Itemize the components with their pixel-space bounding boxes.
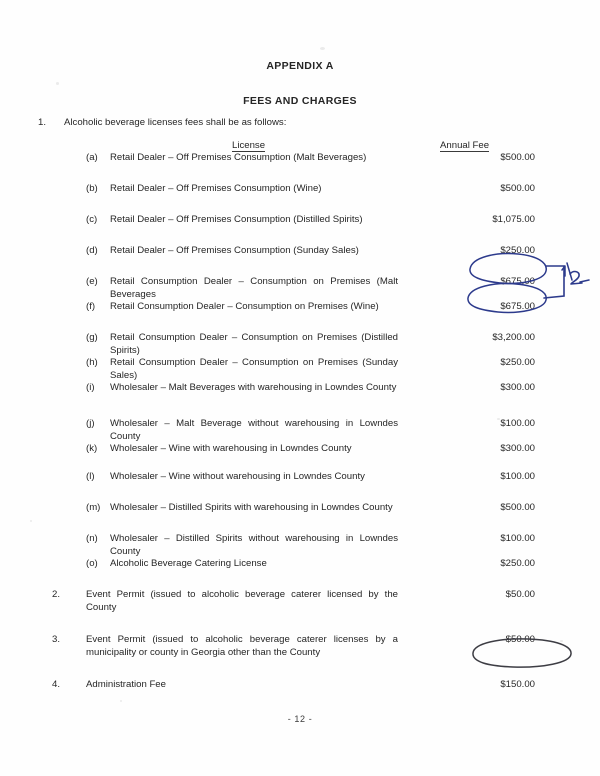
- intro-text: Alcoholic beverage licenses fees shall be as follows:: [64, 117, 287, 128]
- row-annual-fee: $500.00: [500, 152, 535, 163]
- row-license-description: Retail Consumption Dealer – Consumption on Premises (Distilled Spirits): [110, 332, 398, 356]
- intro-number: 1.: [38, 117, 47, 128]
- row-license-description: Administration Fee: [86, 679, 166, 690]
- row-annual-fee: $250.00: [500, 357, 535, 368]
- row-annual-fee: $50.00: [505, 634, 535, 645]
- row-annual-fee: $150.00: [500, 679, 535, 690]
- row-marker: (m): [86, 502, 101, 513]
- row-marker: (l): [86, 471, 95, 482]
- page-title: APPENDIX A: [266, 60, 334, 72]
- row-annual-fee: $3,200.00: [492, 332, 535, 343]
- page-footer: - 12 -: [287, 714, 313, 724]
- row-license-description: Wholesaler – Distilled Spirits without warehousing in Lowndes County: [110, 533, 398, 557]
- row-license-description: Wholesaler – Distilled Spirits with warehousing in Lowndes County: [110, 502, 393, 513]
- row-marker: (n): [86, 533, 98, 544]
- row-annual-fee: $675.00: [500, 276, 535, 287]
- row-annual-fee: $300.00: [500, 443, 535, 454]
- row-annual-fee: $50.00: [505, 589, 535, 600]
- row-marker: (f): [86, 301, 96, 312]
- row-license-description: Retail Dealer – Off Premises Consumption (Sunday Sales): [110, 245, 359, 256]
- row-annual-fee: $500.00: [500, 502, 535, 513]
- column-header-license: License: [232, 140, 266, 151]
- intro-paragraph: [38, 117, 286, 128]
- row-license-description: Event Permit (issued to alcoholic beverage caterer licensed by the County: [86, 589, 398, 613]
- row-marker: (c): [86, 214, 98, 225]
- row-annual-fee: $100.00: [500, 533, 535, 544]
- row-marker: (j): [86, 418, 95, 429]
- row-marker: (k): [86, 443, 98, 454]
- row-marker: 3.: [52, 634, 61, 645]
- column-header-annual-fee: Annual Fee: [440, 140, 490, 151]
- row-license-description: Retail Consumption Dealer – Consumption on Premises (Wine): [110, 301, 379, 312]
- row-annual-fee: $100.00: [500, 471, 535, 482]
- row-license-description: Event Permit (issued to alcoholic beverage caterer licenses by a municipality or county in Georgia other than the County: [86, 634, 398, 658]
- row-license-description: Wholesaler – Wine with warehousing in Lowndes County: [110, 443, 352, 454]
- row-marker: 4.: [52, 679, 61, 690]
- row-annual-fee: $250.00: [500, 245, 535, 256]
- row-marker: (o): [86, 558, 98, 569]
- row-marker: 2.: [52, 589, 61, 600]
- row-license-description: Retail Consumption Dealer – Consumption on Premises (Malt Beverages: [110, 276, 398, 300]
- row-annual-fee: $1,075.00: [492, 214, 535, 225]
- row-marker: (h): [86, 357, 98, 368]
- heading-block: [0, 60, 600, 107]
- row-marker: (g): [86, 332, 98, 343]
- ink-annotation-half-fraction: [556, 258, 596, 298]
- row-license-description: Wholesaler – Wine without warehousing in Lowndes County: [110, 471, 365, 482]
- row-marker: (d): [86, 245, 98, 256]
- row-marker: (a): [86, 152, 98, 163]
- row-annual-fee: $675.00: [500, 301, 535, 312]
- row-license-description: Wholesaler – Malt Beverage without warehousing in Lowndes County: [110, 418, 398, 442]
- row-annual-fee: $250.00: [500, 558, 535, 569]
- row-annual-fee: $300.00: [500, 382, 535, 393]
- row-license-description: Alcoholic Beverage Catering License: [110, 558, 267, 569]
- row-marker: (e): [86, 276, 98, 287]
- row-marker: (b): [86, 183, 98, 194]
- row-license-description: Retail Dealer – Off Premises Consumption (Malt Beverages): [110, 152, 367, 163]
- row-license-description: Retail Dealer – Off Premises Consumption (Distilled Spirits): [110, 214, 363, 225]
- row-license-description: Wholesaler – Malt Beverages with warehousing in Lowndes County: [110, 382, 397, 393]
- row-annual-fee: $100.00: [500, 418, 535, 429]
- row-marker: (i): [86, 382, 95, 393]
- row-license-description: Retail Consumption Dealer – Consumption on Premises (Sunday Sales): [110, 357, 398, 381]
- page-subtitle: FEES AND CHARGES: [243, 95, 357, 107]
- row-annual-fee: $500.00: [500, 183, 535, 194]
- row-license-description: Retail Dealer – Off Premises Consumption (Wine): [110, 183, 322, 194]
